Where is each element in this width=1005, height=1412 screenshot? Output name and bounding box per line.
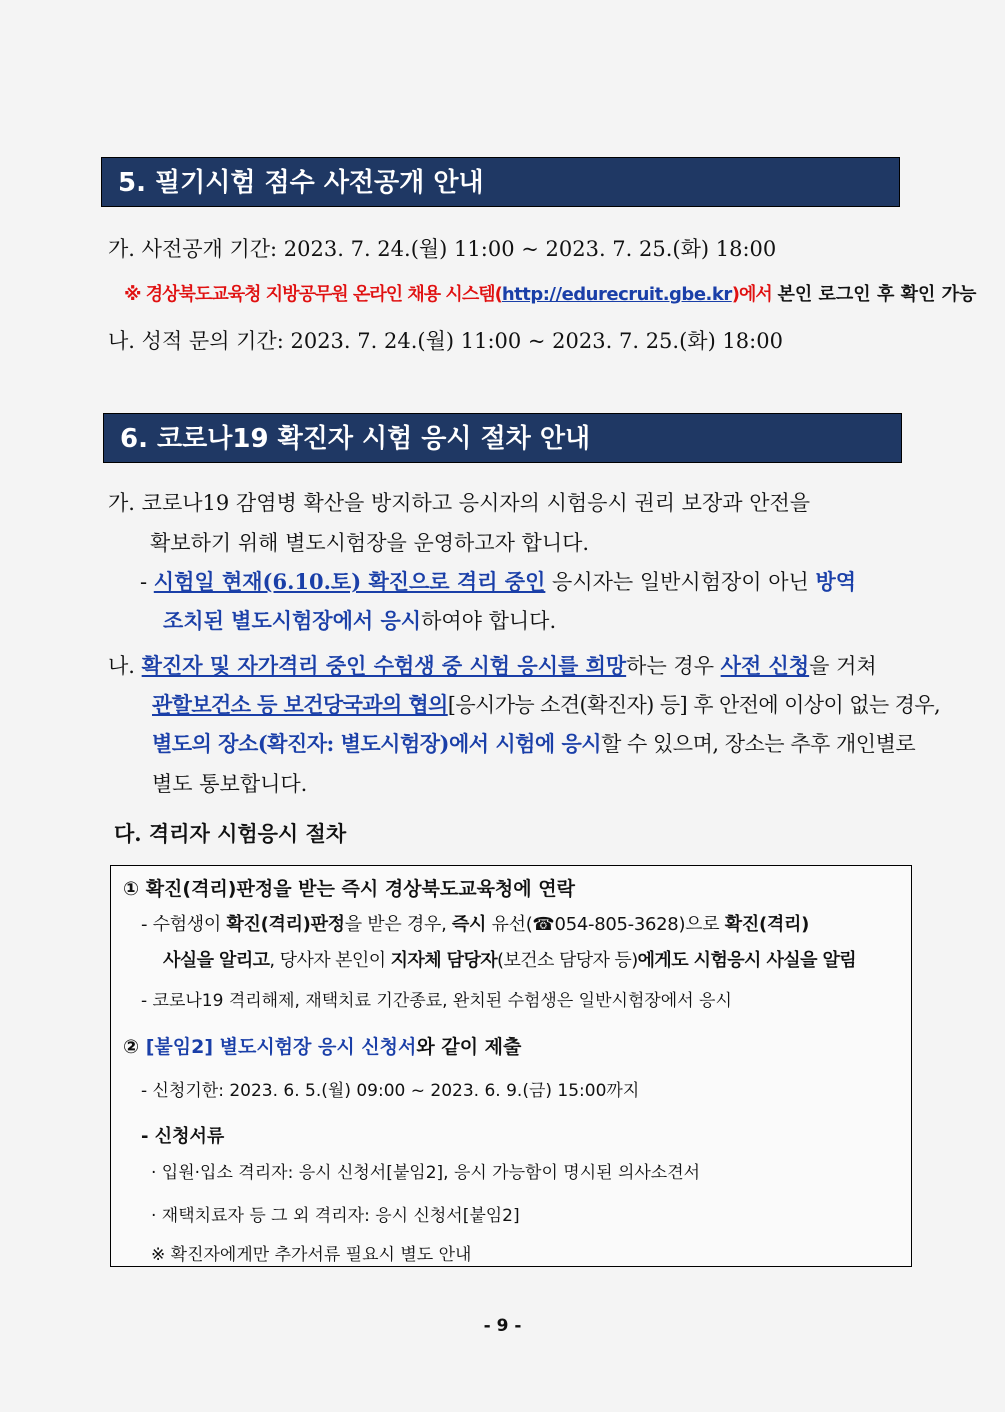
- section-5-period-line: [108, 233, 776, 263]
- pre-application: 사전 신청: [720, 653, 810, 678]
- step-1-line-3: - 코로나19 격리해제, 재택치료 기간종료, 완치된 수험생은 일반시험장에서 응시: [141, 991, 732, 1011]
- text: , 당사자 본인이: [269, 950, 391, 971]
- text: 사실을 알리고: [163, 950, 270, 971]
- na-text-4: 할 수 있으며, 장소는 추후 개인별로: [601, 732, 916, 756]
- section-6-na-line3: [152, 728, 915, 758]
- step-1-line-1: [141, 910, 809, 936]
- section-6-ga-line1: [108, 487, 810, 517]
- text: 을 받은 경우,: [344, 914, 452, 935]
- section-5-note: [124, 280, 976, 306]
- dash-text: 응시자는 일반시험장이 아닌: [545, 570, 816, 594]
- application-deadline: - 신청기한: 2023. 6. 5.(월) 09:00 ~ 2023. 6. 9.(금) 15:00까지: [141, 1081, 640, 1101]
- na-text-1: 하는 경우: [626, 654, 721, 678]
- na-highlight-1: 확진자 및 자가격리 중인 수험생 중 시험 응시를 희망: [141, 653, 627, 678]
- na-text-2: 을 거쳐: [809, 654, 877, 678]
- text: 에게도 시험응시 사실을 알림: [637, 950, 857, 971]
- step-1-title: [123, 874, 575, 901]
- section-6-dash-line1: [140, 566, 856, 596]
- document-item-2: · 재택치료자 등 그 외 격리자: 응시 신청서[붙임2]: [151, 1206, 520, 1226]
- quarantine-condition: 시험일 현재(6.10.토) 확진으로 격리 중인: [153, 569, 546, 594]
- note-system-text: ※ 경상북도교육청 지방공무원 온라인 채용 시스템(: [124, 284, 502, 305]
- item-marker: 나.: [108, 329, 135, 353]
- procedure-box: [110, 865, 912, 1267]
- step-1-contact: 경상북도교육청에 연락: [384, 878, 575, 900]
- section-6-heading: 6. 코로나19 확진자 시험 응시 절차 안내: [103, 413, 902, 463]
- required-documents-heading: - 신청서류: [141, 1126, 225, 1147]
- section-6-da-heading: 다. 격리자 시험응시 절차: [114, 821, 347, 846]
- quarantine-term: 방역: [815, 569, 857, 594]
- item-marker: 가.: [108, 491, 135, 515]
- text: - 수험생이: [141, 914, 227, 935]
- disclosure-period: 사전공개 기간: 2023. 7. 24.(월) 11:00 ~ 2023. 7. 25.(화) 18:00: [141, 237, 777, 261]
- note-login-text: 본인 로그인 후 확인 가능: [777, 284, 977, 305]
- section-6-na-line4: 별도 통보합니다.: [152, 772, 308, 796]
- section-6-dash-line2: [163, 605, 556, 635]
- step-2-marker: ②: [123, 1036, 146, 1058]
- item-marker: 가.: [108, 237, 135, 261]
- text: 확진(격리): [724, 914, 810, 935]
- separate-place-text: 별도의 장소(확진자: 별도시험장)에서 시험에 응시: [152, 731, 602, 756]
- phone-number: 유선(☎054-805-3628)으로: [486, 914, 725, 935]
- item-marker: 나.: [108, 654, 135, 678]
- text: 지자체 담당자: [390, 950, 498, 971]
- edurecruit-link[interactable]: http://edurecruit.gbe.kr: [501, 284, 732, 305]
- inquiry-period: 성적 문의 기간: 2023. 7. 24.(월) 11:00 ~ 2023. 7. 25.(화) 18:00: [141, 329, 783, 353]
- text: 확진(격리)판정: [226, 914, 345, 935]
- dash-text-end: 하여야 합니다.: [421, 609, 557, 633]
- step-1-line-2: [163, 946, 856, 972]
- ga-text-1: 코로나19 감염병 확산을 방지하고 응시자의 시험응시 권리 보장과 안전을: [141, 491, 811, 515]
- additional-docs-note: ※ 확진자에게만 추가서류 필요시 별도 안내: [151, 1245, 472, 1265]
- attachment-2-form: [붙임2] 별도시험장 응시 신청서: [145, 1036, 417, 1058]
- section-6-ga-line2: 확보하기 위해 별도시험장을 운영하고자 합니다.: [150, 531, 590, 555]
- section-5-inquiry-line: [108, 325, 783, 355]
- text: (보건소 담당자 등): [497, 950, 638, 971]
- dash-marker: -: [140, 570, 154, 594]
- section-5-heading: 5. 필기시험 점수 사전공개 안내: [101, 157, 900, 207]
- na-text-3: [응시가능 소견(확진자) 등] 후 안전에 이상이 없는 경우,: [447, 693, 941, 717]
- step-2-title: [123, 1032, 521, 1059]
- health-authority-consult: 관할보건소 등 보건당국과의 협의: [152, 692, 448, 717]
- document-item-1: · 입원·입소 격리자: 응시 신청서[붙임2], 응시 가능함이 명시된 의사소견서: [151, 1163, 701, 1183]
- step-2-text: 와 같이 제출: [416, 1036, 522, 1058]
- section-6-na-line1: [108, 650, 877, 680]
- step-1-text: ① 확진(격리)판정을 받는 즉시: [123, 878, 385, 900]
- page-number: - 9 -: [483, 1316, 522, 1336]
- note-system-end: )에서: [731, 284, 772, 305]
- section-6-na-line2: [152, 689, 940, 719]
- text: 즉시: [451, 914, 487, 935]
- separate-site-text: 조치된 별도시험장에서 응시: [163, 608, 422, 633]
